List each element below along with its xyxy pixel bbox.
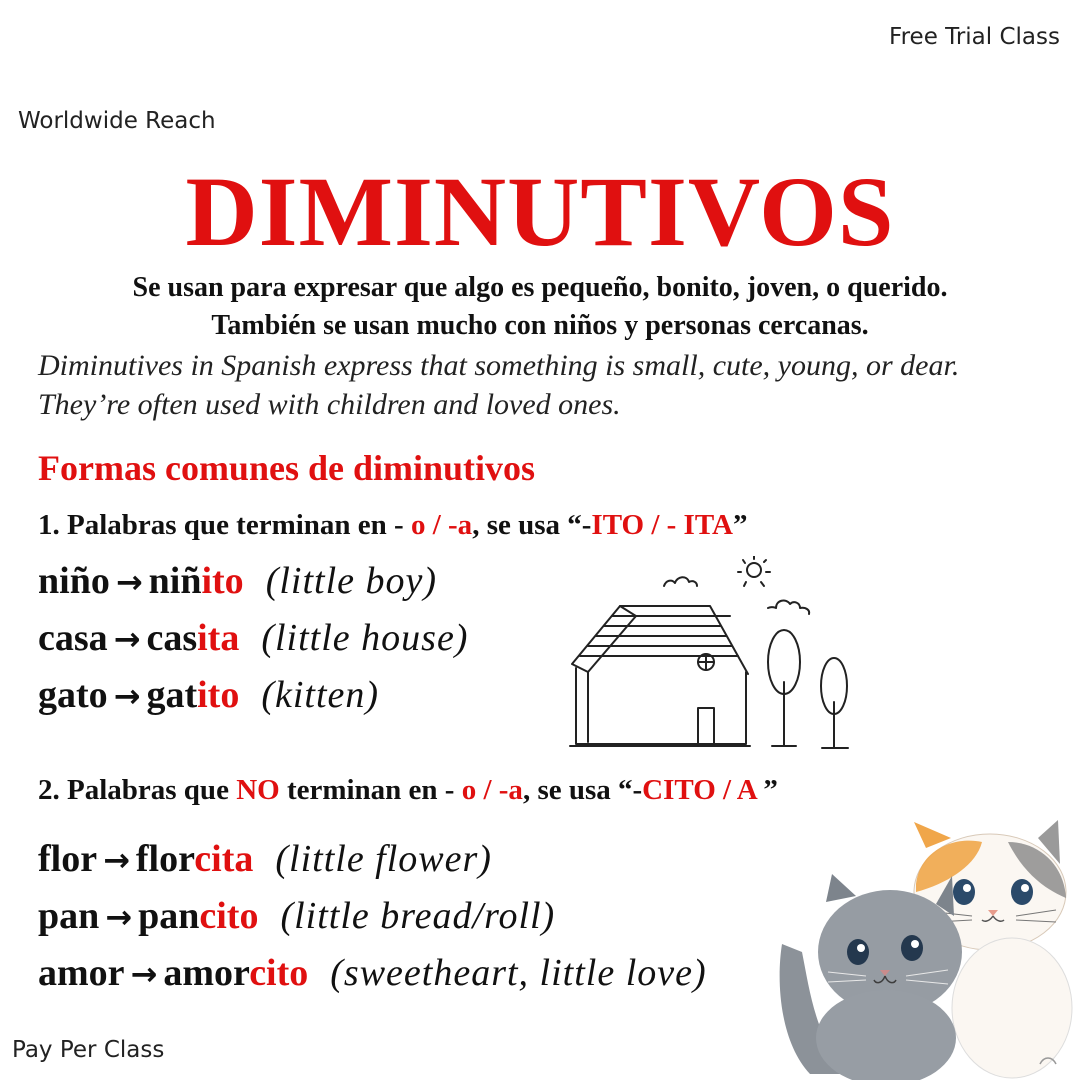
arrow-right-icon: →	[113, 620, 141, 658]
example-stem: amor	[163, 952, 250, 994]
rule-2-ending: o / -a	[461, 774, 523, 806]
example-translation: (little bread/roll)	[280, 895, 556, 937]
example-suffix: ita	[197, 617, 240, 659]
worldwide-reach-label: Worldwide Reach	[18, 108, 216, 134]
example-translation: (kitten)	[261, 674, 380, 716]
rule-1-close: ”	[732, 509, 748, 541]
example-word: amor	[38, 952, 125, 994]
cloud-icon	[664, 577, 809, 614]
rule-1	[38, 511, 747, 540]
example-translation: (little house)	[261, 617, 469, 659]
rule-1-prefix: 1. Palabras que terminan en -	[38, 509, 411, 541]
description-es-line1: Se usan para expresar que algo es pequeño, bonito, joven, o querido.	[132, 272, 948, 303]
rule-2-suffix: CITO / A	[642, 774, 764, 806]
example-translation: (sweetheart, little love)	[330, 952, 707, 994]
example-word: gato	[38, 674, 108, 716]
example-suffix: cito	[199, 895, 259, 937]
example-word: flor	[38, 838, 98, 880]
rule-2-close: ”	[763, 774, 778, 806]
example-suffix: ito	[197, 674, 240, 716]
rule-2-prefix: 2. Palabras que	[38, 774, 237, 806]
description-en: Diminutives in Spanish express that something is small, cute, young, or dear. They’re often used with children and loved ones.	[38, 349, 960, 421]
example-translation: (little boy)	[265, 560, 438, 602]
rule-2-middle2: , se usa “-	[522, 774, 643, 806]
rule-1-middle: , se usa “-	[472, 509, 592, 541]
tree-icon	[768, 630, 848, 748]
example-suffix: cito	[249, 952, 309, 994]
rule-1-suffix: ITO / - ITA	[591, 509, 733, 541]
example-stem: flor	[135, 838, 195, 880]
house-body	[570, 606, 750, 746]
rule-2-neg: NO	[236, 774, 280, 806]
example-row	[38, 562, 437, 600]
example-word: casa	[38, 617, 108, 659]
arrow-right-icon: →	[130, 955, 158, 993]
page-title: DIMINUTIVOS	[185, 156, 895, 267]
example-word: pan	[38, 895, 100, 937]
arrow-right-icon: →	[115, 563, 143, 601]
example-word: niño	[38, 560, 110, 602]
arrow-right-icon: →	[113, 677, 141, 715]
gray-kitten	[780, 874, 962, 1080]
sun-icon	[738, 556, 770, 586]
example-suffix: cita	[194, 838, 254, 880]
example-row	[38, 954, 707, 992]
arrow-right-icon: →	[103, 841, 130, 879]
example-suffix: ito	[201, 560, 244, 602]
example-translation: (little flower)	[275, 838, 492, 880]
example-row	[38, 897, 555, 935]
free-trial-label: Free Trial Class	[889, 24, 1060, 50]
example-stem: niñ	[148, 560, 202, 602]
kittens-illustration	[776, 812, 1076, 1080]
example-row	[38, 676, 379, 714]
description-es-line2: También se usan mucho con niños y personas cercanas.	[211, 310, 869, 341]
rule-1-ending: o / -a	[410, 509, 473, 541]
section-heading: Formas comunes de diminutivos	[38, 448, 536, 488]
arrow-right-icon: →	[105, 898, 133, 936]
pay-per-class-label: Pay Per Class	[12, 1037, 165, 1063]
example-stem: cas	[146, 617, 198, 659]
example-row	[38, 619, 468, 657]
rule-2-middle1: terminan en -	[279, 774, 462, 806]
example-stem: gat	[146, 674, 198, 716]
example-stem: pan	[138, 895, 200, 937]
rule-2	[38, 776, 778, 805]
house-sketch-icon	[560, 556, 860, 756]
example-row	[38, 840, 492, 878]
